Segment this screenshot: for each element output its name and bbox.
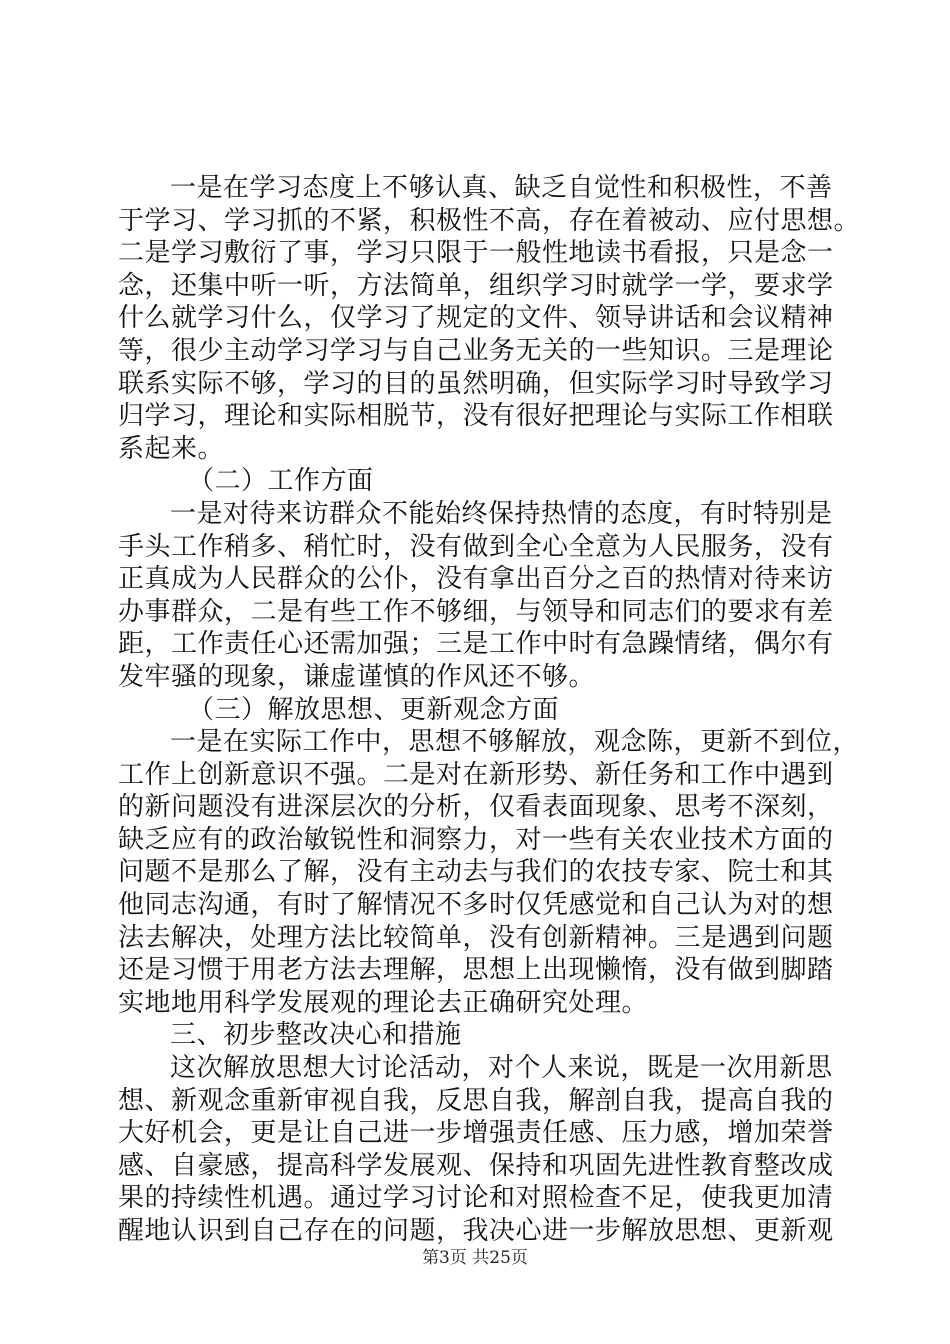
paragraph-line: 还是习惯于用老方法去理解，思想上出现懒惰，没有做到脚踏 [118, 955, 834, 986]
paragraph-line: 感、自豪感，提高科学发展观、保持和巩固先进性教育整改成 [118, 1150, 834, 1181]
paragraph-line: 念，还集中听一听，方法简单，组织学习时就学一学，要求学 [118, 270, 834, 301]
paragraph-line: 法去解决，处理方法比较简单，没有创新精神。三是遇到问题 [118, 922, 834, 953]
paragraph-line: 想、新观念重新审视自我，反思自我，解剖自我，提高自我的 [118, 1085, 834, 1116]
section-heading: 三、初步整改决心和措施 [170, 1020, 462, 1051]
paragraph-line: 这次解放思想大讨论活动，对个人来说，既是一次用新思 [170, 1053, 833, 1084]
page-number: 第3页 共25页 [422, 1248, 528, 1268]
paragraph-line: 于学习、学习抓的不紧，积极性不高，存在着被动、应付思想。 [118, 205, 861, 236]
paragraph-line: 醒地认识到自己存在的问题，我决心进一步解放思想、更新观 [118, 1216, 834, 1246]
paragraph-line: 大好机会，更是让自己进一步增强责任感、压力感，增加荣誉 [118, 1118, 834, 1149]
paragraph-line: 一是在实际工作中，思想不够解放，观念陈，更新不到位， [170, 727, 860, 758]
paragraph-line: 果的持续性机遇。通过学习讨论和对照检查不足，使我更加清 [118, 1183, 834, 1214]
paragraph-line: 缺乏应有的政治敏锐性和洞察力，对一些有关农业技术方面的 [118, 824, 834, 855]
paragraph-line: 一是在学习态度上不够认真、缺乏自觉性和积极性，不善 [170, 173, 833, 203]
paragraph-line: 什么就学习什么，仅学习了规定的文件、领导讲话和会议精神 [118, 303, 834, 334]
paragraph-line: 问题不是那么了解，没有主动去与我们的农技专家、院士和其 [118, 857, 834, 888]
paragraph-line: 他同志沟通，有时了解情况不多时仅凭感觉和自己认为对的想 [118, 890, 834, 921]
paragraph-line: 正真成为人民群众的公仆，没有拿出百分之百的热情对待来访 [118, 564, 834, 595]
paragraph-line: 距，工作责任心还需加强；三是工作中时有急躁情绪，偶尔有 [118, 629, 834, 660]
document-body [118, 172, 861, 1248]
paragraph-line: 工作上创新意识不强。二是对在新形势、新任务和工作中遇到 [118, 759, 834, 790]
paragraph-line: 办事群众，二是有些工作不够细，与领导和同志们的要求有差 [118, 596, 834, 627]
paragraph-line-last: 发牢骚的现象，谦虚谨慎的作风还不够。 [118, 661, 596, 692]
paragraph-line: 二是学习敷衍了事，学习只限于一般性地读书看报，只是念一 [118, 238, 834, 269]
paragraph-line: 等，很少主动学习学习与自己业务无关的一些知识。三是理论 [118, 335, 834, 366]
paragraph-line: 手头工作稍多、稍忙时，没有做到全心全意为人民服务，没有 [118, 531, 834, 562]
section-heading: （二）工作方面 [188, 466, 374, 497]
paragraph-line-last: 实地地用科学发展观的理论去正确研究处理。 [118, 987, 649, 1018]
paragraph-line: 归学习，理论和实际相脱节，没有很好把理论与实际工作相联 [118, 401, 834, 432]
paragraph-line: 的新问题没有进深层次的分析，仅看表面现象、思考不深刻， [118, 792, 834, 823]
paragraph-line: 一是对待来访群众不能始终保持热情的态度，有时特别是 [170, 498, 833, 529]
section-heading: （三）解放思想、更新观念方面 [188, 694, 560, 725]
paragraph-line-last: 系起来。 [118, 433, 225, 464]
paragraph-line: 联系实际不够，学习的目的虽然明确，但实际学习时导致学习 [118, 368, 834, 399]
